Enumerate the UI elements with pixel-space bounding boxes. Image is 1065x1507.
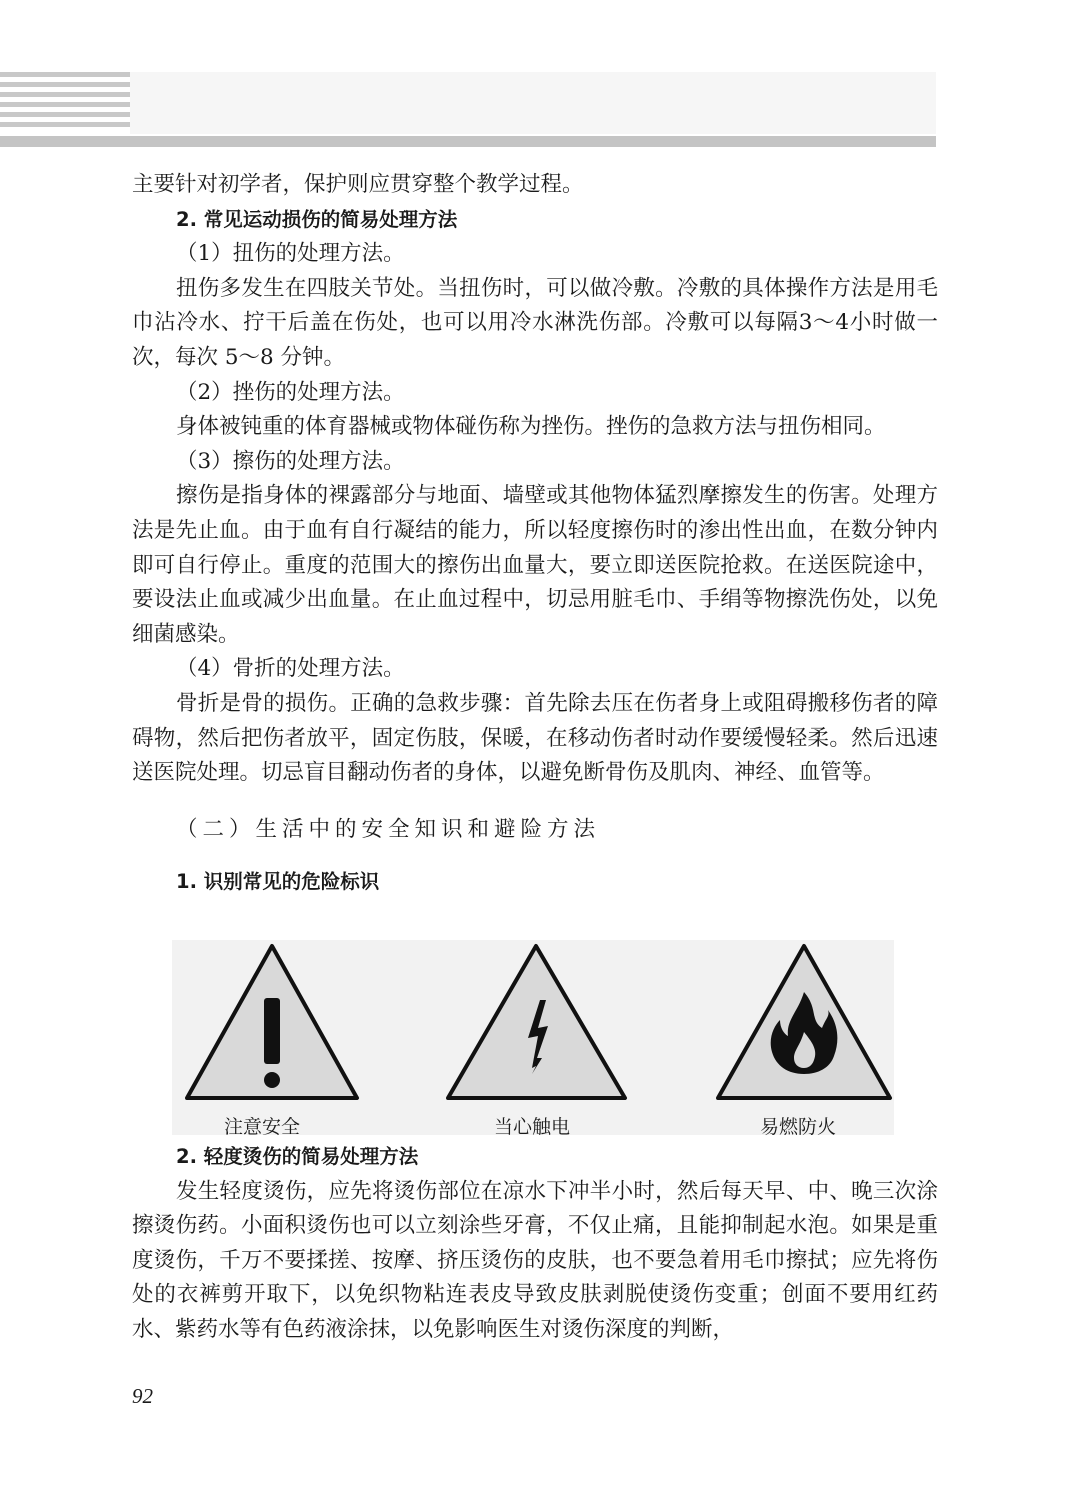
subheading-sprain: （1）扭伤的处理方法。 (176, 241, 405, 267)
exclamation-icon (182, 940, 362, 1105)
sign-caution (182, 940, 362, 1105)
header-stripe (0, 82, 130, 87)
sign-electric (444, 940, 629, 1105)
header-stripe (0, 72, 130, 77)
text-line: 主要针对初学者，保护则应贯穿整个教学过程。 (132, 172, 584, 197)
sign-label-caution: 注意安全 (224, 1116, 301, 1138)
sign-flammable (714, 940, 894, 1105)
header-stripe (0, 92, 130, 97)
warning-signs-figure (172, 940, 894, 1138)
paragraph-burn: 发生轻度烫伤，应先将烫伤部位在凉水下冲半小时，然后每天早、中、晚三次涂擦烫伤药。小面积烫伤也可以立刻涂些牙膏，不仅止痛，且能抑制起水泡。如果是重度烫伤，千万不要揉搓、按摩、挤压烫伤的皮肤，也不要急着用毛巾擦拭；应先将伤处的衣裤剪开取下，以免织物粘连表皮导致皮肤剥脱使烫伤变重；创面不要用红药水、紫药水等有色药液涂抹，以免影响医生对烫伤深度的判断， (132, 1178, 938, 1342)
sign-label-electric: 当心触电 (494, 1116, 571, 1138)
header-stripe (0, 122, 130, 127)
header-bar (0, 136, 936, 147)
sign-label-flammable: 易燃防火 (760, 1116, 837, 1138)
page-content (132, 168, 938, 899)
subheading-fracture: （4）骨折的处理方法。 (176, 656, 405, 682)
paragraph-sprain: 扭伤多发生在四肢关节处。当扭伤时，可以做冷敷。冷敷的具体操作方法是用毛巾沾冷水、拧干后盖在伤处，也可以用冷水淋洗伤部。冷敷可以每隔3～4小时做一次，每次 5～8 分钟。 (132, 275, 938, 370)
header-stripe (0, 112, 130, 117)
flame-icon (714, 940, 894, 1105)
heading-burn-treatment: 2. 轻度烫伤的简易处理方法 (176, 1145, 419, 1168)
subheading-contusion: （2）挫伤的处理方法。 (176, 379, 405, 405)
subheading-abrasion: （3）擦伤的处理方法。 (176, 448, 405, 474)
page-number: 92 (132, 1384, 153, 1408)
paragraph-fracture: 骨折是骨的损伤。正确的急救步骤：首先除去压在伤者身上或阻碍搬移伤者的障碍物，然后把伤者放平，固定伤肢，保暖，在移动伤者时动作要缓慢轻柔。然后迅速送医院处理。切忌盲目翻动伤者的身体，以避免断骨伤及肌肉、神经、血管等。 (132, 690, 938, 786)
heading-sports-injuries: 2. 常见运动损伤的简易处理方法 (176, 207, 458, 231)
section-title: （二）生活中的安全知识和避险方法 (176, 816, 601, 842)
lightning-icon (444, 940, 629, 1105)
page-content-continued (132, 1140, 938, 1348)
paragraph-contusion: 身体被钝重的体育器械或物体碰伤称为挫伤。挫伤的急救方法与扭伤相同。 (176, 414, 886, 440)
header-stripe (0, 102, 130, 107)
heading-danger-signs: 1. 识别常见的危险标识 (176, 869, 380, 893)
header-panel (130, 72, 936, 134)
paragraph-abrasion: 擦伤是指身体的裸露部分与地面、墙壁或其他物体猛烈摩擦发生的伤害。处理方法是先止血。由于血有自行凝结的能力，所以轻度擦伤时的渗出性出血，在数分钟内即可自行停止。重度的范围大的擦伤出血量大，要立即送医院抢救。在送医院途中，要设法止血或减少出血量。在止血过程中，切忌用脏毛巾、手绢等物擦洗伤处，以免细菌感染。 (132, 483, 938, 647)
